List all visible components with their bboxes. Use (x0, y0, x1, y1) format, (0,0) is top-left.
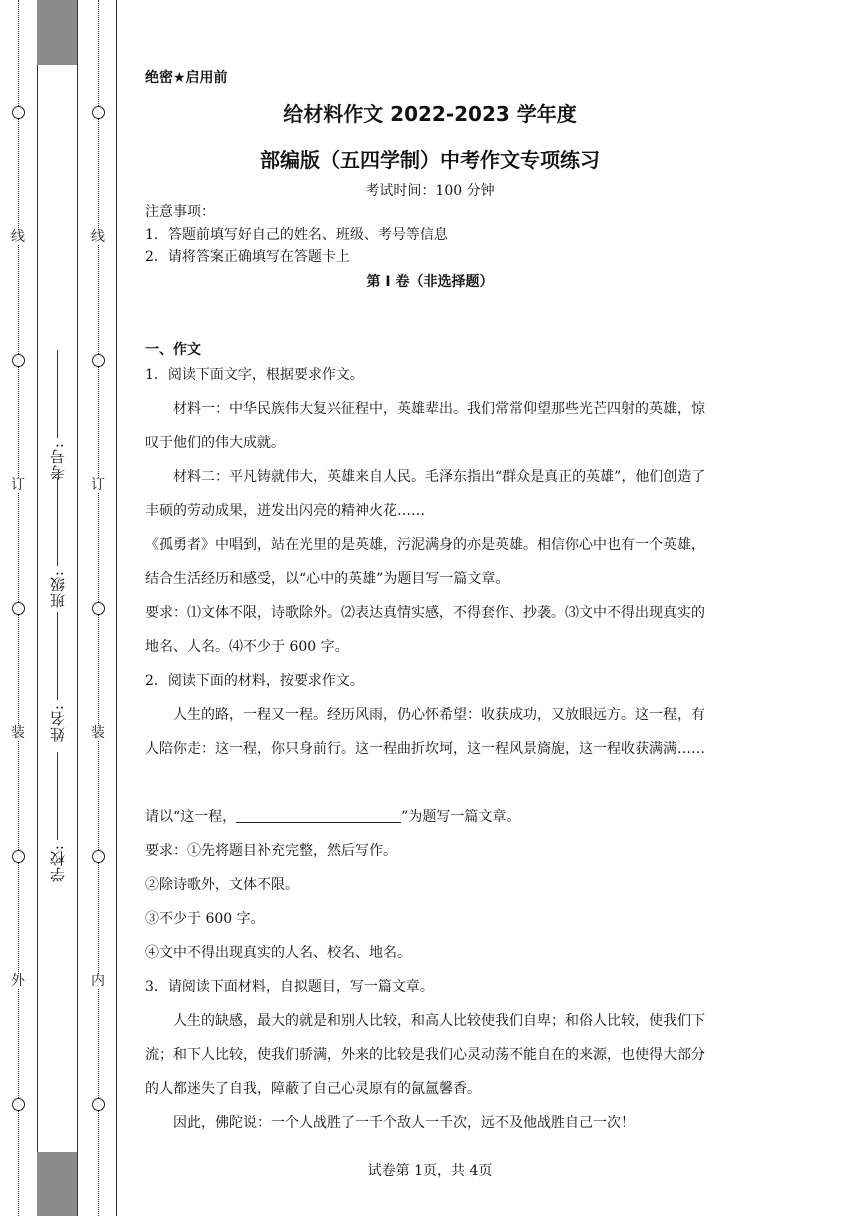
q2-intro: 2．阅读下面的材料，按要求作文。 (145, 673, 364, 689)
q2-requirement-2: ②除诗歌外，文体不限。 (145, 877, 299, 893)
binding-circle-icon (92, 354, 105, 367)
secret-mark: 绝密★启用前 (145, 70, 228, 86)
margin-gray-band-top (37, 0, 77, 65)
notes-heading: 注意事项： (145, 204, 215, 220)
q2-requirement-4: ④文中不得出现真实的人名、校名、地名。 (145, 945, 411, 961)
margin-label-outer-zhuang: 装 (11, 725, 25, 741)
margin-label-outer-wai: 外 (11, 973, 25, 989)
q2-title-blank (236, 806, 401, 823)
binding-circle-icon (12, 354, 25, 367)
binding-circle-icon (12, 1098, 25, 1111)
margin-border-left (37, 0, 38, 1216)
binding-circle-icon (92, 106, 105, 119)
q3-quote: 因此，佛陀说：一个人战胜了一千个敌人一千次，远不及他战胜自己一次！ (173, 1115, 635, 1131)
margin-label-inner-zhuang: 装 (91, 725, 105, 741)
section-title: 一、作文 (145, 342, 201, 358)
binding-circle-icon (92, 850, 105, 863)
field-class-label: 班级: (49, 570, 67, 609)
field-name-label: 姓名: (49, 704, 67, 743)
q2-material: 人生的路，一程又一程。经历风雨，仍心怀希望：收获成功，又放眼远方。这一程，有人陪你走：这一程，你只身前行。这一程曲折坎坷，这一程风景旖旎，这一程收获满满…… (145, 707, 705, 757)
q3-intro: 3．请阅读下面材料，自拟题目，写一篇文章。 (145, 979, 434, 995)
margin-gray-band-bottom (37, 1152, 77, 1216)
notes-item-1: 1．答题前填写好自己的姓名、班级、考号等信息 (145, 227, 448, 243)
field-name[interactable] (48, 612, 68, 742)
margin-border-right (77, 0, 78, 1216)
q1-intro: 1．阅读下面文字，根据要求作文。 (145, 367, 364, 383)
field-exam-number-label: 考号: (49, 442, 67, 481)
q1-material-1: 材料一：中华民族伟大复兴征程中，英雄辈出。我们常常仰望那些光芒四射的英雄，惊叹于他们的伟大成就。 (145, 401, 705, 451)
field-school[interactable] (48, 752, 68, 882)
paper-subtitle: 部编版（五四学制）中考作文专项练习 (260, 148, 600, 172)
q1-requirements: 要求：⑴文体不限，诗歌除外。⑵表达真情实感，不得套作、抄袭。⑶文中不得出现真实的地名、人名。⑷不少于 600 字。 (145, 605, 705, 655)
q2-requirement-3: ③不少于 600 字。 (145, 911, 265, 927)
field-school-label: 学校: (49, 844, 67, 883)
notes-item-2: 2．请将答案正确填写在答题卡上 (145, 249, 350, 265)
binding-circle-icon (12, 602, 25, 615)
q1-material-3: 《孤勇者》中唱到，站在光里的是英雄，污泥满身的亦是英雄。相信你心中也有一个英雄，结合生活经历和感受，以“心中的英雄”为题目写一篇文章。 (145, 537, 705, 587)
margin-border-inner (116, 0, 117, 1216)
field-exam-number[interactable] (48, 350, 68, 480)
q2-prompt (145, 800, 717, 834)
q2-prompt-a: 请以“这一程， (145, 809, 237, 825)
q2-prompt-b: ”为题写一篇文章。 (401, 809, 521, 825)
margin-label-inner-nei: 内 (91, 973, 105, 989)
page-footer: 试卷第 1页，共 4页 (367, 1163, 493, 1179)
margin-label-inner-xian: 线 (91, 229, 105, 245)
margin-label-outer-xian: 线 (11, 229, 25, 245)
field-class[interactable] (48, 478, 68, 608)
binding-circle-icon (12, 106, 25, 119)
exam-time: 考试时间：100 分钟 (365, 183, 495, 199)
q1-material-2: 材料二：平凡铸就伟大，英雄来自人民。毛泽东指出“群众是真正的英雄”，他们创造了丰硕的劳动成果，迸发出闪亮的精神火花…… (145, 469, 706, 519)
margin-label-inner-ding: 订 (91, 477, 105, 493)
binding-circle-icon (92, 602, 105, 615)
margin-label-outer-ding: 订 (11, 477, 25, 493)
q2-requirement-1: 要求：①先将题目补充完整，然后写作。 (145, 843, 397, 859)
q3-material: 人生的缺感，最大的就是和别人比较，和高人比较使我们自卑；和俗人比较，使我们下流；和下人比较，使我们骄满，外来的比较是我们心灵动荡不能自在的来源，也使得大部分的人都迷失了自我，障蔽了自己心灵原有的氤氲馨香。 (145, 1013, 705, 1097)
binding-circle-icon (92, 1098, 105, 1111)
binding-circle-icon (12, 850, 25, 863)
paper-title: 给材料作文 2022-2023 学年度 (283, 102, 577, 126)
volume-title: 第 I 卷（非选择题） (366, 274, 494, 290)
